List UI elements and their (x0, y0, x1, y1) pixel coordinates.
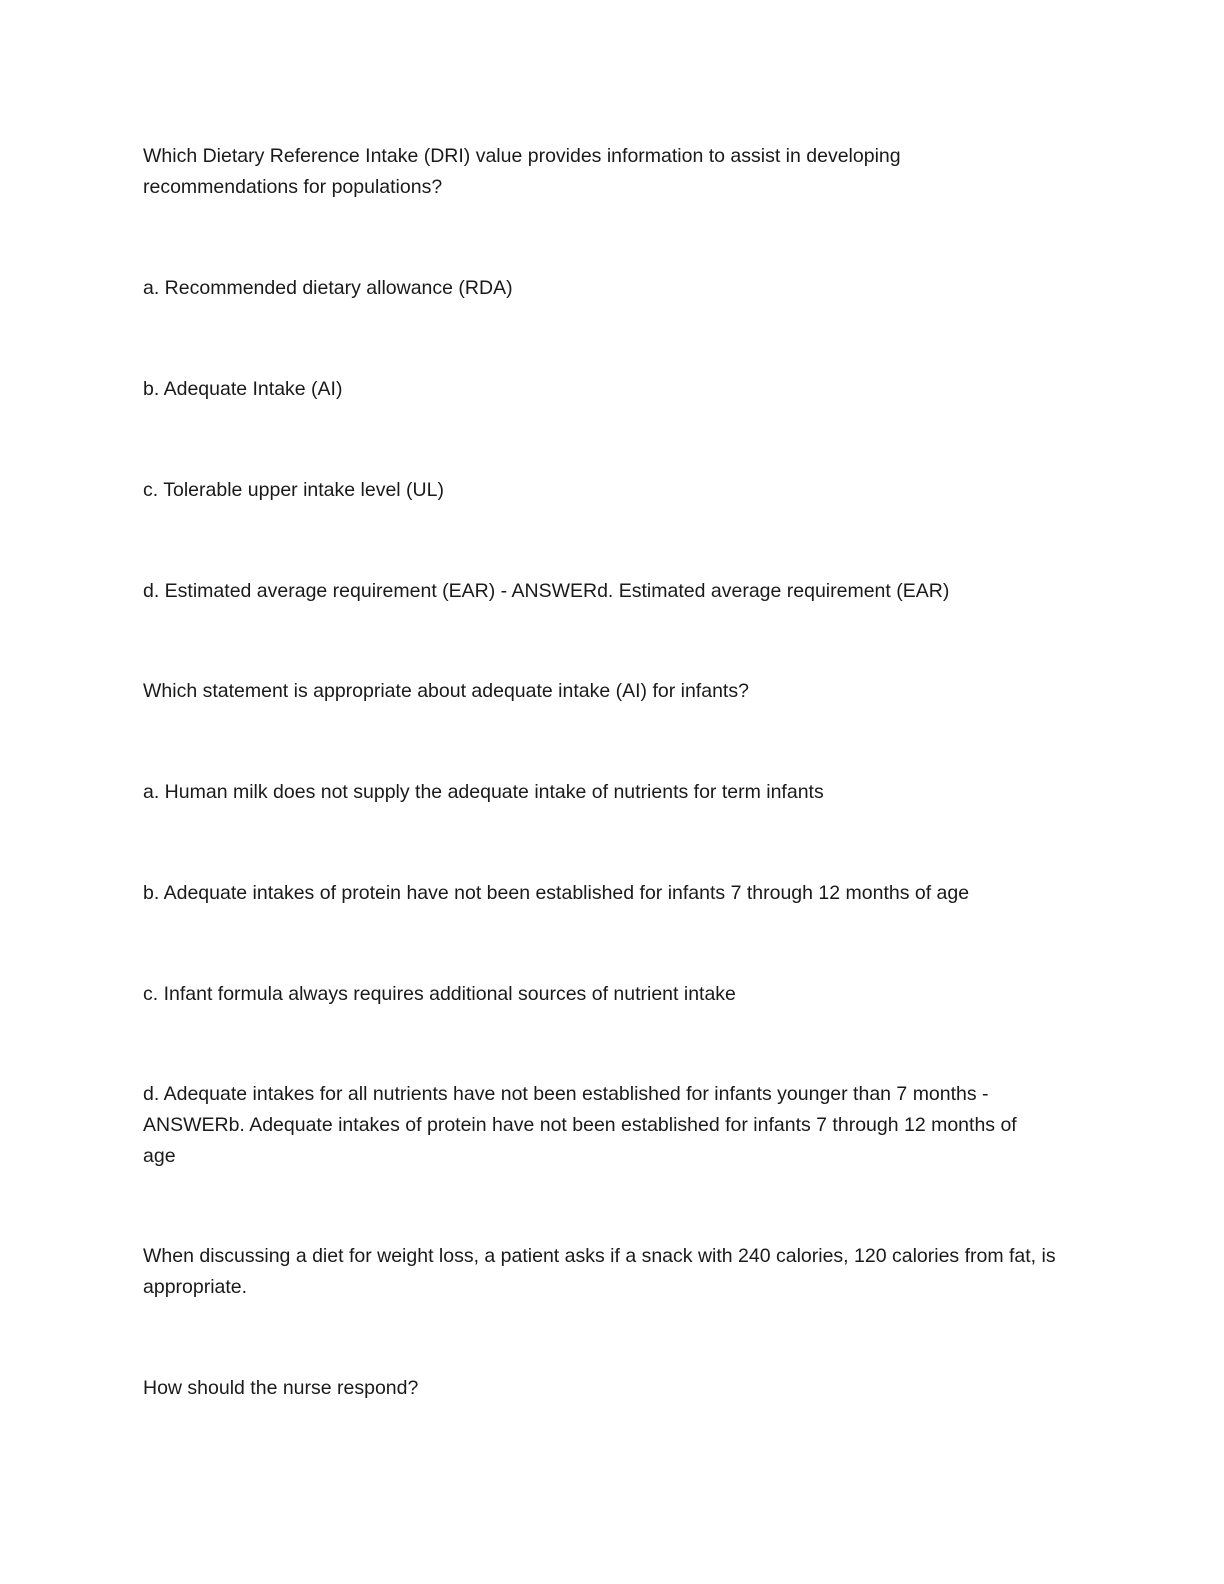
question-1-option-b: b. Adequate Intake (AI) (143, 378, 343, 400)
question-1-stem (143, 141, 1078, 203)
question-2-option-b: b. Adequate intakes of protein have not been established for infants 7 through 12 months of age (143, 882, 970, 904)
question-1-option-d-answer: d. Estimated average requirement (EAR) - ANSWERd. Estimated average requirement (EAR) (143, 580, 950, 602)
question-3-stem (143, 1241, 1078, 1303)
question-3-stem-line-2: appropriate. (143, 1276, 248, 1298)
question-1-option-c: c. Tolerable upper intake level (UL) (143, 479, 444, 501)
question-2-option-d-answer (143, 1079, 1078, 1172)
question-1-option-a: a. Recommended dietary allowance (RDA) (143, 277, 513, 299)
question-3-stem-line-1: When discussing a diet for weight loss, a patient asks if a snack with 240 calories, 120 calories from fat, is (143, 1245, 1056, 1267)
question-2-stem: Which statement is appropriate about adequate intake (AI) for infants? (143, 680, 749, 702)
question-1-stem-line-2: recommendations for populations? (143, 176, 443, 198)
question-2-option-a: a. Human milk does not supply the adequate intake of nutrients for term infants (143, 781, 824, 803)
question-1-stem-line-1: Which Dietary Reference Intake (DRI) value provides information to assist in developing (143, 145, 901, 167)
question-2-option-d-line-1: d. Adequate intakes for all nutrients have not been established for infants younger than 7 months - (143, 1083, 989, 1105)
question-2-option-d-line-2: ANSWERb. Adequate intakes of protein have not been established for infants 7 through 12 months of (143, 1114, 1017, 1136)
question-2-option-c: c. Infant formula always requires additional sources of nutrient intake (143, 983, 736, 1005)
question-3-followup: How should the nurse respond? (143, 1377, 419, 1399)
question-2-option-d-line-3: age (143, 1145, 176, 1167)
